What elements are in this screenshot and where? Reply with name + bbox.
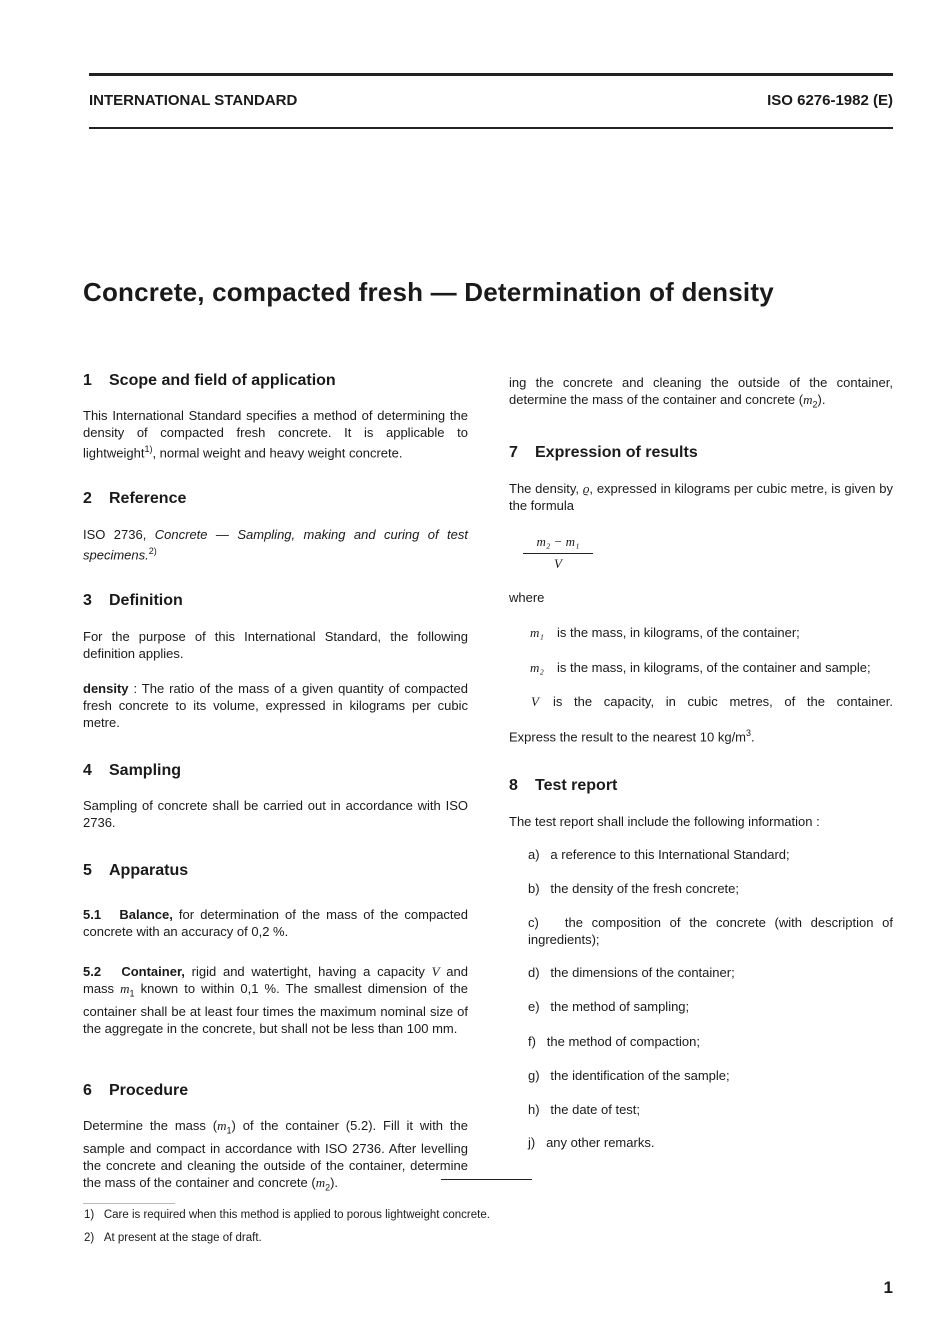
text: , normal weight and heavy weight concrete. (152, 445, 403, 461)
list-letter: e) (528, 999, 540, 1014)
text: . (751, 729, 755, 745)
footnote (84, 1209, 490, 1221)
symbol: m (315, 1174, 326, 1190)
footnote-ref: 1) (144, 444, 153, 454)
footnote-text: Care is required when this method is applied to porous lightweight concrete. (103, 1209, 490, 1221)
section-number: 6 (83, 1082, 92, 1099)
where-symbol-v: V (531, 694, 539, 709)
section-3-text: For the purpose of this International Standard, the following definition applies. (83, 629, 468, 661)
section-number: 5 (83, 862, 92, 879)
clause-number: 5.2 (83, 964, 102, 979)
list-letter: h) (528, 1102, 540, 1117)
section-3-definition (83, 680, 468, 731)
section-7-heading (509, 444, 893, 462)
text: ) of the container (5.2). Fill it with the sample and compact in accordance with ISO 2736. After levelling the concrete and cleaning the outside of the container, determine the mass of the container and concrete ( (83, 1118, 468, 1190)
text: , expressed in kilograms per cubic metre, is given by the formula (509, 481, 893, 513)
where-text-v: is the capacity, in cubic metres, of the container. (553, 694, 893, 709)
list-letter: b) (528, 881, 540, 896)
subscript: 2 (325, 1182, 331, 1193)
page-number: 1 (883, 1278, 893, 1297)
text: and mass (83, 964, 468, 996)
section-title: Procedure (109, 1082, 189, 1099)
section-title: Test report (535, 777, 618, 794)
section-number: 2 (83, 490, 92, 507)
where-symbol-m1: m₁ (530, 625, 544, 640)
section-title: Expression of results (535, 444, 698, 461)
section-8-heading (509, 777, 893, 795)
superscript: 3 (746, 728, 752, 738)
header-top-rule (89, 73, 893, 76)
where-text-m1: is the mass, in kilograms, of the container; (557, 625, 800, 640)
section-title: Definition (109, 592, 183, 609)
list-item (528, 999, 893, 1014)
footnote-number: 1) (84, 1209, 95, 1221)
where-label: where (509, 590, 545, 605)
subscript: 1 (129, 988, 135, 999)
where-text-m2: is the mass, in kilograms, of the container and sample; (557, 660, 871, 675)
text: Express the result to the nearest 10 kg/m (509, 729, 747, 745)
section-5-1 (83, 906, 468, 940)
list-letter: a) (528, 847, 540, 862)
list-text: the composition of the concrete (with description of ingredients); (528, 915, 894, 947)
symbol: ϱ (582, 481, 590, 496)
list-letter: c) (528, 915, 539, 930)
list-text: the dimensions of the container; (550, 965, 735, 980)
text: The density, (509, 481, 583, 496)
section-number: 7 (509, 444, 518, 461)
section-1-text (83, 407, 468, 461)
header-left: INTERNATIONAL STANDARD (89, 92, 298, 109)
text: for determination of the mass of the compacted concrete with an accuracy of 0,2 %. (83, 907, 468, 939)
list-item (528, 847, 893, 862)
footnote-number: 2) (84, 1232, 95, 1244)
clause-number: 5.1 (83, 907, 102, 922)
formula-denominator: V (554, 556, 562, 571)
list-text: the identification of the sample; (550, 1068, 730, 1083)
footnote-text: At present at the stage of draft. (103, 1232, 262, 1244)
subscript: 1 (226, 1125, 232, 1136)
text: ). (330, 1174, 339, 1190)
formula-numerator: m₂ − m₁ (536, 534, 580, 549)
section-number: 8 (509, 777, 518, 794)
list-item (528, 881, 893, 896)
fraction-bar (523, 553, 593, 554)
section-title: Scope and field of application (109, 372, 336, 389)
section-3-heading (83, 592, 468, 610)
section-7-result (509, 725, 893, 745)
text: Determine the mass ( (83, 1118, 218, 1133)
section-6-text (83, 1117, 468, 1193)
list-item (528, 965, 893, 980)
section-6-heading (83, 1082, 468, 1100)
list-text: the method of compaction; (546, 1034, 700, 1049)
section-5-2 (83, 963, 468, 1037)
term: density (83, 681, 129, 696)
section-4-text: Sampling of concrete shall be carried out in accordance with ISO 2736. (83, 798, 468, 830)
footnote-separator (441, 1179, 532, 1180)
term: Container, (121, 964, 185, 979)
list-letter: j) (528, 1135, 536, 1150)
subscript: 2 (812, 399, 818, 410)
section-7-text (509, 480, 893, 514)
text: known to within 0,1 %. The smallest dimension of the container shall be at least four times the maximum nominal size of the aggregate in the concrete, but shall not be less than 100 mm. (83, 981, 469, 1036)
section-8-intro: The test report shall include the following information : (509, 814, 820, 829)
list-item (528, 1102, 893, 1117)
symbol: m (803, 392, 813, 407)
list-item (528, 1068, 893, 1083)
section-2-text (83, 526, 468, 563)
header-bottom-rule (89, 127, 893, 129)
list-item (528, 914, 893, 948)
term: Balance, (119, 907, 173, 922)
section-5-heading (83, 862, 468, 880)
definition: : The ratio of the mass of a given quantity of compacted fresh concrete to its volume, expressed in kilograms per cubic metre. (83, 681, 468, 730)
list-text: any other remarks. (546, 1135, 655, 1150)
section-number: 4 (83, 762, 92, 779)
section-2-heading (83, 490, 468, 508)
header-right: ISO 6276-1982 (E) (767, 92, 893, 109)
text: ). (817, 392, 826, 407)
list-text: a reference to this International Standard; (550, 847, 790, 862)
footnote (84, 1232, 262, 1244)
symbol: m (217, 1118, 227, 1133)
section-6-continuation (509, 374, 893, 414)
section-title: Sampling (109, 762, 182, 779)
footnote-rule-left (83, 1203, 175, 1204)
page-title: Concrete, compacted fresh — Determination of density (83, 277, 774, 307)
text: rigid and watertight, having a capacity (184, 964, 432, 979)
list-letter: f) (528, 1034, 536, 1049)
section-number: 1 (83, 372, 92, 389)
list-letter: d) (528, 965, 540, 980)
where-symbol-m2: m₂ (530, 660, 544, 675)
list-letter: g) (528, 1068, 540, 1083)
text: This International Standard specifies a method of determining the density of compacted fresh concrete. It is applicable to lightweight (83, 408, 468, 461)
italic-text: Concrete — Sampling, making and curing of test specimens. (83, 527, 469, 563)
section-title: Reference (109, 490, 187, 507)
list-text: the date of test; (550, 1102, 641, 1117)
symbol: V (431, 964, 440, 979)
symbol: m (120, 981, 130, 996)
list-item (528, 1034, 893, 1049)
list-text: the method of sampling; (550, 999, 690, 1014)
footnote-ref: 2) (148, 546, 157, 556)
section-number: 3 (83, 592, 92, 609)
list-item (528, 1135, 893, 1150)
section-1-heading (83, 372, 468, 390)
text: ISO 2736, (83, 527, 155, 542)
text: ing the concrete and cleaning the outside of the container, determine the mass of the container and concrete ( (509, 375, 893, 407)
section-4-heading (83, 762, 468, 780)
density-formula (523, 534, 593, 572)
list-text: the density of the fresh concrete; (550, 881, 740, 896)
section-title: Apparatus (109, 862, 189, 879)
